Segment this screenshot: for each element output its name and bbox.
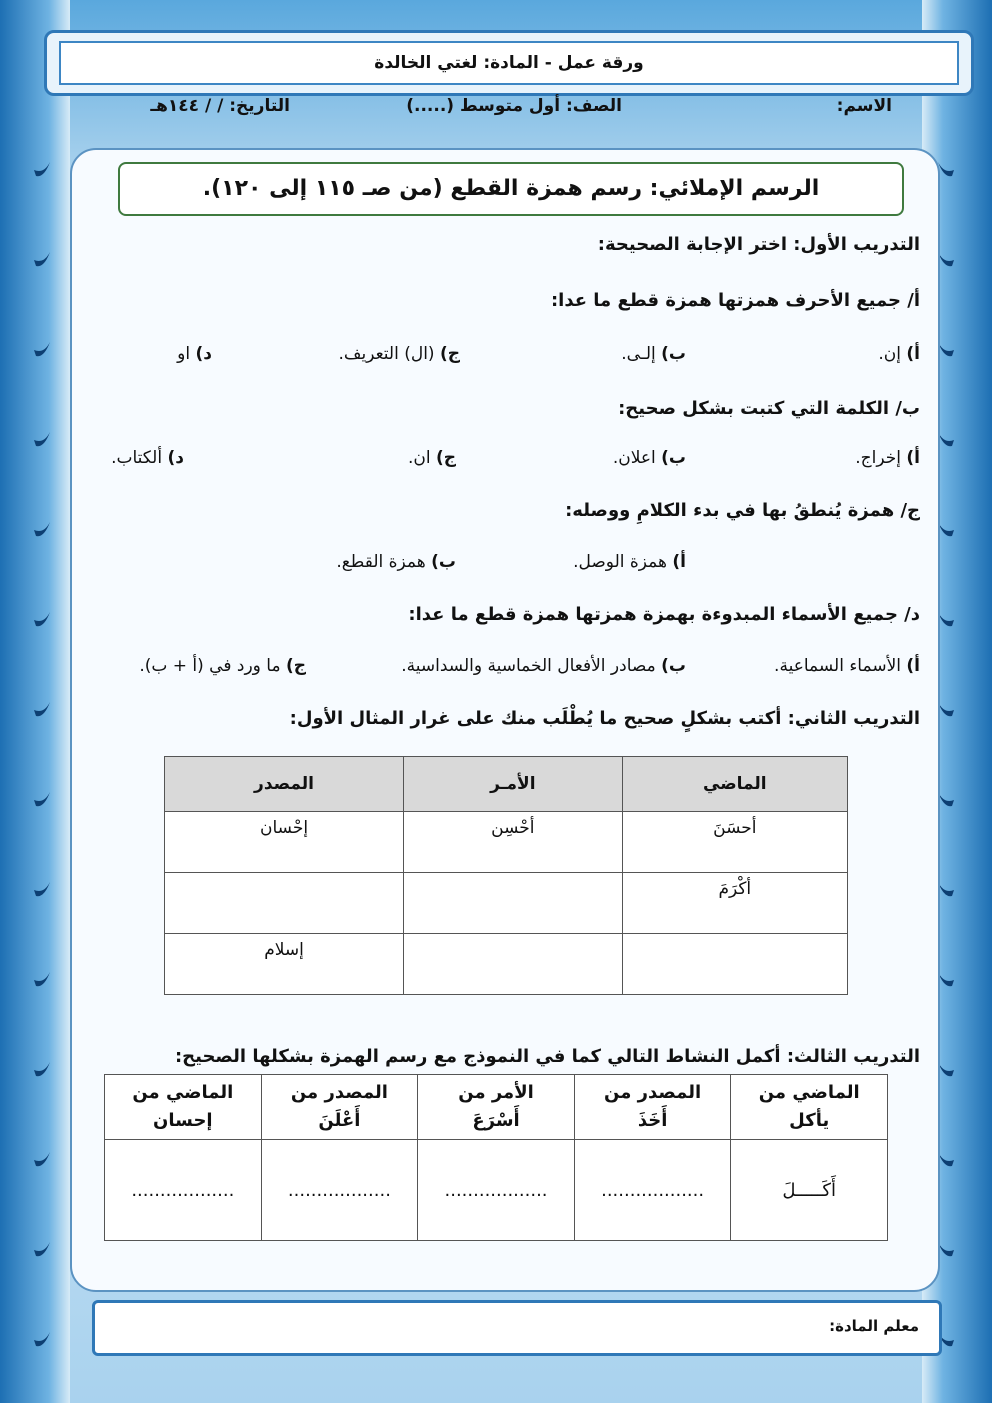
teacher-label: معلم المادة: <box>829 1317 919 1335</box>
exercise2-table <box>164 756 848 995</box>
question-c: ج/ همزة يُنطقُ بها في بدء الكلامِ ووصله: <box>565 500 920 521</box>
table-cell-input[interactable] <box>404 873 623 934</box>
table-row <box>165 873 848 934</box>
q2-option-a[interactable]: أ) إخراج. <box>855 448 920 468</box>
table-cell: إسلام <box>165 934 404 995</box>
table-header-row <box>105 1075 888 1140</box>
q1-option-d[interactable]: د) او <box>177 344 212 364</box>
left-decoration <box>30 0 52 1403</box>
answer-blank[interactable]: .................. <box>574 1140 731 1241</box>
question-a: أ/ جميع الأحرف همزتها همزة قطع ما عدا: <box>550 290 920 311</box>
table-cell: إحْسان <box>165 812 404 873</box>
q1-option-a[interactable]: أ) إن. <box>878 344 920 364</box>
table-cell: أكْرَمَ <box>622 873 847 934</box>
name-label: الاسم: <box>836 96 892 116</box>
table-cell-input[interactable] <box>165 873 404 934</box>
table-cell: أحْسِن <box>404 812 623 873</box>
table-row <box>165 934 848 995</box>
question-d: د/ جميع الأسماء المبدوءة بهمزة همزتها همزة قطع ما عدا: <box>408 604 920 625</box>
column-header: المصدر <box>165 757 404 812</box>
q2-option-d[interactable]: د) ألكتاب. <box>111 448 184 468</box>
column-header: الأمـر <box>404 757 623 812</box>
header-frame <box>44 30 974 96</box>
footer-frame <box>92 1300 942 1356</box>
q4-option-b[interactable]: ب) مصادر الأفعال الخماسية والسداسية. <box>401 656 686 676</box>
column-header: الماضي من إحسان <box>105 1075 262 1140</box>
answer-blank[interactable]: .................. <box>261 1140 418 1241</box>
table-cell-input[interactable] <box>622 934 847 995</box>
column-header: المصدر من أَعْلَنَ <box>261 1075 418 1140</box>
q1-option-c[interactable]: ج) (ال) التعريف. <box>338 344 460 364</box>
worksheet-title: ورقة عمل - المادة: لغتي الخالدة <box>59 41 959 85</box>
exercise3-table <box>104 1074 888 1241</box>
table-row <box>105 1140 888 1241</box>
exercise3-heading: التدريب الثالث: أكمل النشاط التالي كما في النموذج مع رسم الهمزة بشكلها الصحيح: <box>174 1046 920 1067</box>
lesson-title: الرسم الإملائي: رسم همزة القطع (من صـ ١١٥ إلى ١٢٠). <box>118 162 904 216</box>
column-header: الماضي <box>622 757 847 812</box>
q4-option-c[interactable]: ج) ما ورد في (أ + ب). <box>139 656 306 676</box>
question-b: ب/ الكلمة التي كتبت بشكل صحيح: <box>618 398 920 419</box>
exercise2-heading: التدريب الثاني: أكتب بشكلٍ صحيح ما يُطْلَب منك على غرار المثال الأول: <box>289 708 920 729</box>
example-answer: أَكَـــــلَ <box>731 1140 888 1241</box>
table-cell: أحسَنَ <box>622 812 847 873</box>
exercise1-heading: التدريب الأول: اختر الإجابة الصحيحة: <box>597 234 920 255</box>
q1-option-b[interactable]: ب) إلـى. <box>621 344 686 364</box>
class-label: الصف: أول متوسط (.....) <box>406 96 622 116</box>
q3-option-b[interactable]: ب) همزة القطع. <box>336 552 456 572</box>
date-label: التاريخ: / / ١٤٤هـ <box>150 96 290 116</box>
q4-option-a[interactable]: أ) الأسماء السماعية. <box>774 656 920 676</box>
column-header: الماضي من يأكل <box>731 1075 888 1140</box>
answer-blank[interactable]: .................. <box>418 1140 575 1241</box>
table-header-row <box>165 757 848 812</box>
table-cell-input[interactable] <box>404 934 623 995</box>
column-header: الأمر من أَسْرَعَ <box>418 1075 575 1140</box>
column-header: المصدر من أَخَذَ <box>574 1075 731 1140</box>
answer-blank[interactable]: .................. <box>105 1140 262 1241</box>
table-row <box>165 812 848 873</box>
q3-option-a[interactable]: أ) همزة الوصل. <box>573 552 686 572</box>
q2-option-b[interactable]: ب) اعلان. <box>612 448 686 468</box>
q2-option-c[interactable]: ج) ان. <box>407 448 456 468</box>
